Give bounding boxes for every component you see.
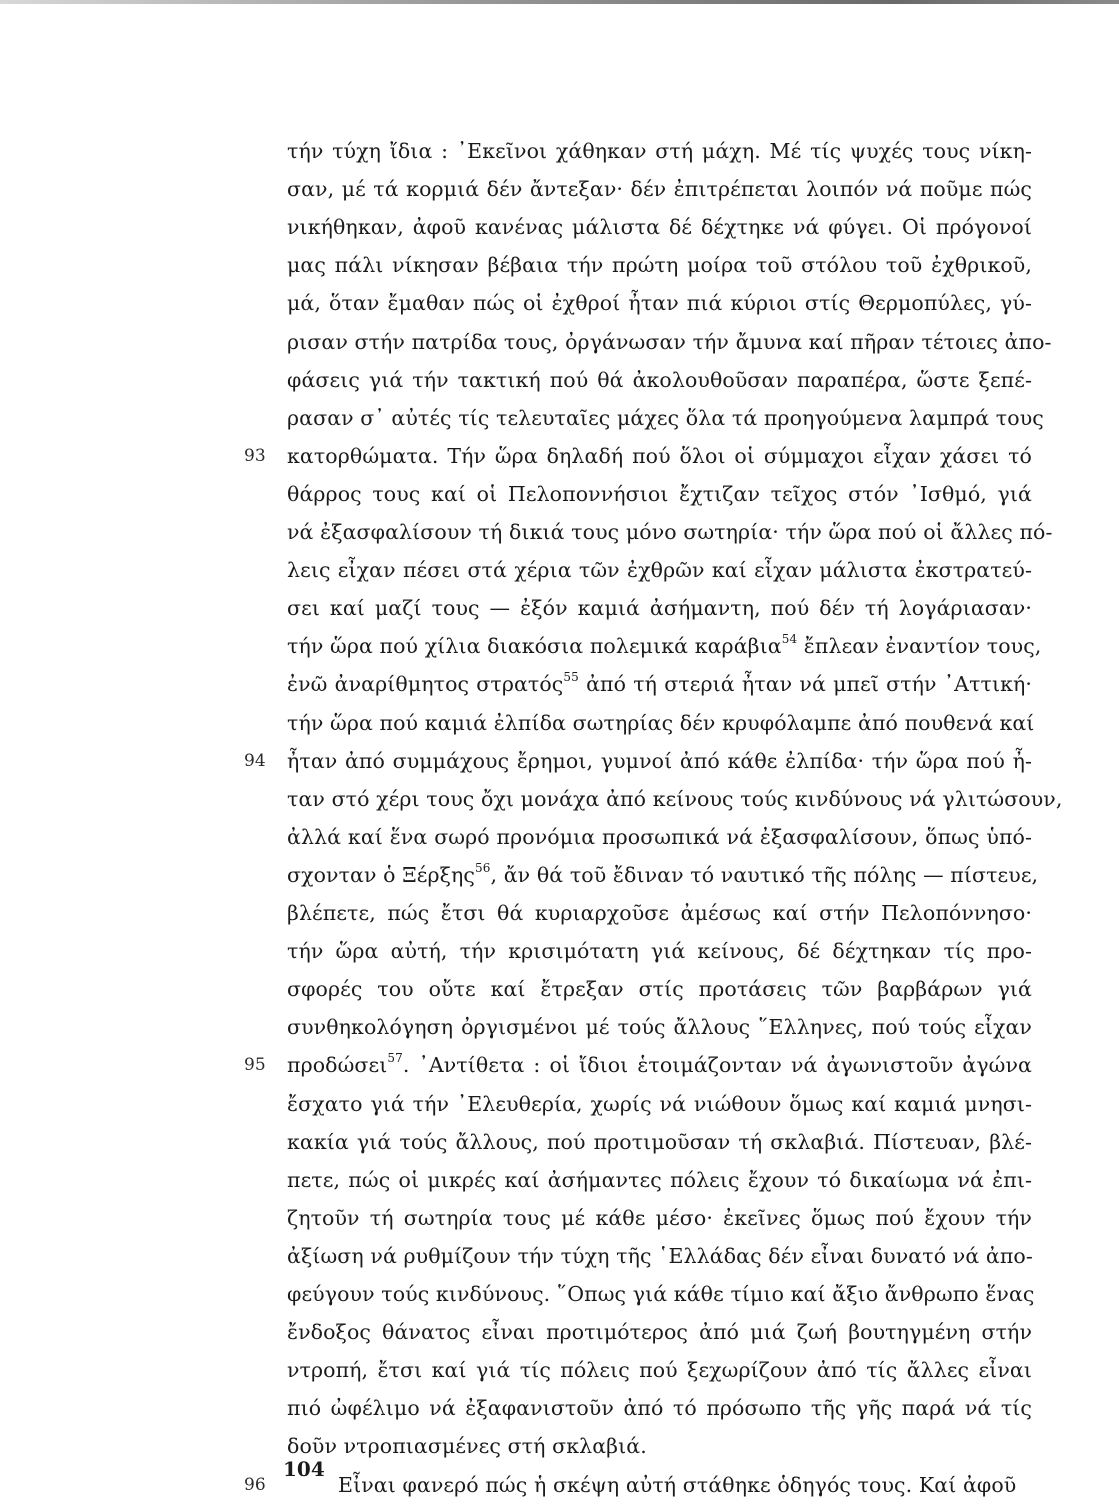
- footnote-ref: 56: [475, 861, 491, 876]
- text-line: [287, 513, 1053, 551]
- text-fragment: τήν ὥρα πού χίλια διακόσια πολεμικά καράβια: [287, 634, 782, 658]
- text-fragment: ἔνδοξος θάνατος εἶναι προτιμότερος ἀπό μιά ζωή βουτηγμένη στήν: [287, 1320, 1032, 1344]
- text-fragment: κακία γιά τούς ἄλλους, πού προτιμοῦσαν τή σκλαβιά. Πίστευαν, βλέ-: [287, 1130, 1032, 1154]
- text-fragment: φεύγουν τούς κινδύνους. ῞Οπως γιά κάθε τίμιο καί ἄξιο ἄνθρωπο ἕνας: [287, 1282, 1035, 1306]
- text-fragment: ἔσχατο γιά τήν ᾿Ελευθερία, χωρίς νά νιώθουν ὅμως καί καμιά μνησι-: [287, 1092, 1032, 1116]
- text-line: [287, 437, 1032, 475]
- section-number: 94: [244, 751, 266, 771]
- text-line: [287, 1123, 1032, 1161]
- text-line: [287, 132, 1032, 170]
- text-fragment: ντροπή, ἔτσι καί γιά τίς πόλεις πού ξεχωρίζουν ἀπό τίς ἄλλες εἶναι: [287, 1358, 1032, 1382]
- section-number: 96: [244, 1475, 266, 1495]
- text-fragment: σφορές του οὔτε καί ἔτρεξαν στίς προτάσεις τῶν βαρβάρων γιά: [287, 977, 1032, 1001]
- text-fragment: πιό ὠφέλιμο νά ἐξαφανιστοῦν ἀπό τό πρόσωπο τῆς γῆς παρά νά τίς: [287, 1396, 1032, 1420]
- text-line: [287, 1199, 1032, 1237]
- text-line: [287, 208, 1032, 246]
- text-fragment: δοῦν ντροπιασμένες στή σκλαβιά.: [287, 1434, 647, 1458]
- text-fragment: πετε, πώς οἱ μικρές καί ἀσήμαντες πόλεις ἔχουν τό δικαίωμα νά ἐπι-: [287, 1168, 1032, 1192]
- text-line: [287, 589, 1032, 627]
- text-fragment: λεις εἶχαν πέσει στά χέρια τῶν ἐχθρῶν καί εἶχαν μάλιστα ἐκστρατεύ-: [287, 558, 1032, 582]
- text-line: [287, 361, 1032, 399]
- text-line: [287, 1351, 1032, 1389]
- text-line: [287, 284, 1032, 322]
- text-line: [287, 399, 1044, 437]
- footnote-ref: 57: [387, 1051, 403, 1066]
- text-line: [287, 551, 1032, 589]
- text-fragment: κατορθώματα. Τήν ὥρα δηλαδή πού ὅλοι οἱ σύμμαχοι εἶχαν χάσει τό: [287, 444, 1032, 468]
- text-line: [287, 665, 1032, 703]
- text-line: [287, 246, 1032, 284]
- text-line: [287, 1046, 1032, 1084]
- text-fragment: τήν τύχη ἴδια : ᾿Εκεῖνοι χάθηκαν στή μάχη. Μέ τίς ψυχές τους νίκη-: [287, 139, 1032, 163]
- text-line: [287, 1085, 1032, 1123]
- text-fragment: βλέπετε, πώς ἔτσι θά κυριαρχοῦσε ἀμέσως καί στήν Πελοπόννησο·: [287, 901, 1032, 925]
- text-line: [287, 780, 1063, 818]
- text-fragment: μά, ὅταν ἔμαθαν πώς οἱ ἐχθροί ἦταν πιά κύριοι στίς Θερμοπύλες, γύ-: [287, 291, 1032, 315]
- text-line: [287, 704, 1035, 742]
- section-number: 95: [244, 1055, 266, 1075]
- text-line: [338, 1466, 1032, 1504]
- footnote-ref: 54: [781, 632, 798, 647]
- text-line: [287, 170, 1032, 208]
- text-fragment: συνθηκολόγηση ὀργισμένοι μέ τούς ἄλλους ῞Ελληνες, πού τούς εἶχαν: [287, 1015, 1032, 1039]
- text-fragment: ἦταν ἀπό συμμάχους ἔρημοι, γυμνοί ἀπό κάθε ἐλπίδα· τήν ὥρα πού ἦ-: [287, 749, 1032, 773]
- text-line: [287, 932, 1032, 970]
- text-line: [287, 856, 1039, 894]
- text-fragment: ἀξίωση νά ρυθμίζουν τήν τύχη τῆς ῾Ελλάδας δέν εἶναι δυνατό νά ἀπο-: [287, 1244, 1033, 1268]
- text-fragment: ρασαν σ᾿ αὐτές τίς τελευταῖες μάχες ὅλα τά προηγούμενα λαμπρά τους: [287, 406, 1044, 430]
- text-line: [287, 970, 1032, 1008]
- text-line: [287, 894, 1032, 932]
- text-line: [287, 627, 1042, 665]
- text-fragment: ἀπό τή στεριά ἦταν νά μπεῖ στήν ᾿Αττική·: [578, 672, 1032, 696]
- text-fragment: μας πάλι νίκησαν βέβαια τήν πρώτη μοίρα τοῦ στόλου τοῦ ἐχθρικοῦ,: [287, 253, 1032, 277]
- text-fragment: Εἶναι φανερό πώς ἡ σκέψη αὐτή στάθηκε ὁδηγός τους. Καί ἀφοῦ: [338, 1473, 1017, 1497]
- section-number: 93: [244, 446, 266, 466]
- text-line: [287, 1008, 1032, 1046]
- text-line: [287, 1275, 1035, 1313]
- text-fragment: νά ἐξασφαλίσουν τή δικιά τους μόνο σωτηρία· τήν ὥρα πού οἱ ἄλλες πό-: [287, 520, 1053, 544]
- text-line: [287, 1161, 1032, 1199]
- text-line: [287, 475, 1032, 513]
- text-fragment: ἐνῶ ἀναρίθμητος στρατός: [287, 672, 564, 696]
- text-line: [287, 818, 1032, 856]
- text-line: [287, 1313, 1032, 1351]
- text-fragment: νικήθηκαν, ἀφοῦ κανένας μάλιστα δέ δέχτηκε νά φύγει. Οἱ πρόγονοί: [287, 215, 1032, 239]
- text-fragment: προδώσει: [287, 1053, 388, 1077]
- text-fragment: φάσεις γιά τήν τακτική πού θά ἀκολουθοῦσαν παραπέρα, ὥστε ξεπέ-: [287, 368, 1032, 392]
- text-fragment: σαν, μέ τά κορμιά δέν ἄντεξαν· δέν ἐπιτρέπεται λοιπόν νά ποῦμε πώς: [287, 177, 1032, 201]
- text-fragment: ἀλλά καί ἕνα σωρό προνόμια προσωπικά νά ἐξασφαλίσουν, ὅπως ὑπό-: [287, 825, 1032, 849]
- text-fragment: ζητοῦν τή σωτηρία τους μέ κάθε μέσο· ἐκεῖνες ὅμως πού ἔχουν τήν: [287, 1206, 1032, 1230]
- text-line: [287, 742, 1032, 780]
- text-fragment: σχονταν ὁ Ξέρξης: [287, 863, 475, 887]
- text-fragment: . ᾿Αντίθετα : οἱ ἴδιοι ἑτοιμάζονταν νά ἀγωνιστοῦν ἀγώνα: [402, 1053, 1032, 1077]
- top-rule: [0, 0, 1119, 4]
- text-fragment: τήν ὥρα πού καμιά ἐλπίδα σωτηρίας δέν κρυφόλαμπε ἀπό πουθενά καί: [287, 711, 1035, 735]
- text-fragment: σει καί μαζί τους — ἐξόν καμιά ἀσήμαντη, πού δέν τή λογάριασαν·: [287, 596, 1032, 620]
- text-fragment: ἔπλεαν ἐναντίον τους,: [797, 634, 1042, 658]
- text-fragment: τήν ὥρα αὐτή, τήν κρισιμότατη γιά κείνους, δέ δέχτηκαν τίς προ-: [287, 939, 1032, 963]
- text-line: [287, 1389, 1032, 1427]
- text-fragment: , ἄν θά τοῦ ἔδιναν τό ναυτικό τῆς πόλης — πίστευε,: [490, 863, 1039, 887]
- text-fragment: ρισαν στήν πατρίδα τους, ὀργάνωσαν τήν ἄμυνα καί πῆραν τέτοιες ἀπο-: [287, 330, 1052, 354]
- text-line: [287, 1237, 1032, 1275]
- text-fragment: θάρρος τους καί οἱ Πελοποννήσιοι ἔχτιζαν τεῖχος στόν ᾿Ισθμό, γιά: [287, 482, 1032, 506]
- text-line: [287, 323, 1052, 361]
- text-line: [287, 1427, 1032, 1465]
- footnote-ref: 55: [563, 670, 579, 685]
- page-number: 104: [283, 1457, 325, 1481]
- text-fragment: ταν στό χέρι τους ὄχι μονάχα ἀπό κείνους τούς κινδύνους νά γλιτώσουν,: [287, 787, 1063, 811]
